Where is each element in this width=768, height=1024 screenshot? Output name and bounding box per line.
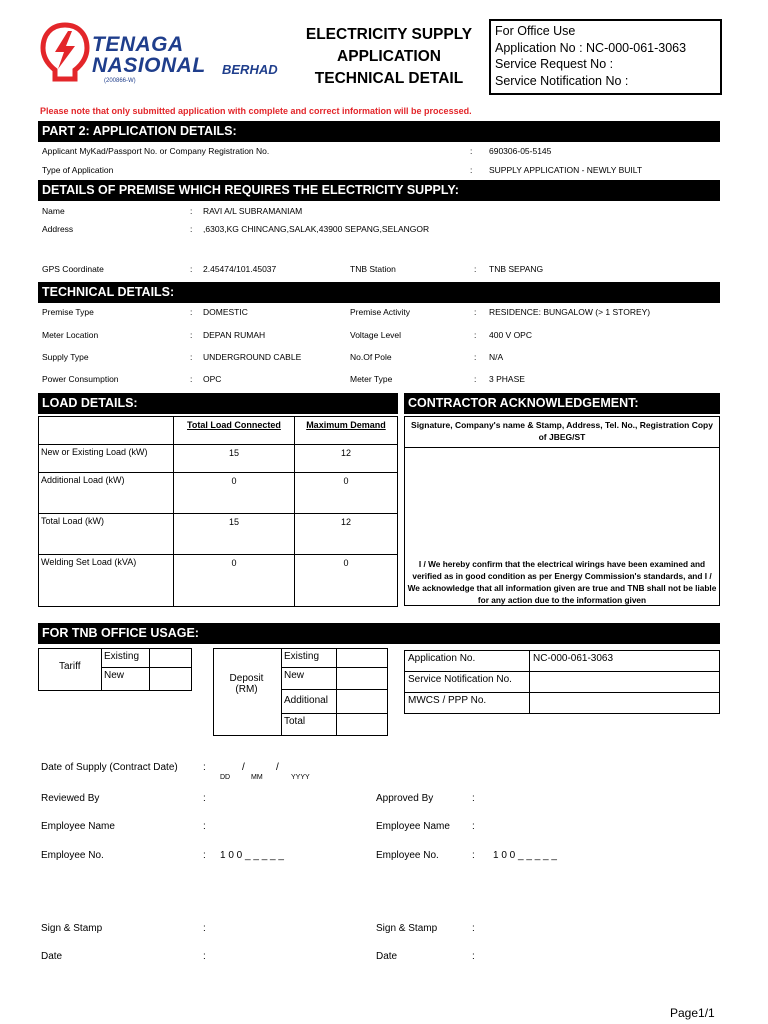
date-of-supply-label: Date of Supply (Contract Date) [41, 762, 178, 773]
load-row-label: Total Load (kW) [39, 514, 174, 555]
load-details-table [38, 416, 398, 607]
office-use-box [489, 19, 722, 95]
mwcs-label: MWCS / PPP No. [405, 693, 530, 714]
deposit-divider [336, 649, 337, 735]
meter-location-value: DEPAN RUMAH [203, 330, 266, 340]
tnb-station-label: TNB Station [350, 264, 396, 274]
notice-text: Please note that only submitted application with complete and correct information will be processed. [40, 106, 472, 116]
deposit-existing-label: Existing [284, 651, 320, 662]
title-line-2: APPLICATION [337, 48, 441, 65]
service-notification-label: Service Notification No. [405, 672, 530, 693]
no-of-pole-colon: : [474, 352, 477, 362]
employee-name-colon-right: : [472, 821, 475, 832]
load-row-demand: 0 [294, 555, 397, 607]
deposit-divider [281, 667, 387, 668]
deposit-additional-label: Additional [284, 695, 328, 706]
part2-heading: PART 2: APPLICATION DETAILS: [38, 121, 720, 142]
load-col-connected: Total Load Connected [174, 417, 295, 445]
premise-address-label: Address [42, 224, 74, 234]
title-line-1: ELECTRICITY SUPPLY [305, 26, 473, 43]
power-consumption-colon: : [190, 374, 193, 384]
date-mm-label: MM [251, 774, 263, 781]
employee-no-colon-right: : [472, 850, 475, 861]
load-row-connected: 15 [174, 445, 295, 473]
load-row-connected: 0 [174, 555, 295, 607]
office-service-request-no: Service Request No : [495, 57, 614, 71]
sign-stamp-colon-left: : [203, 923, 206, 934]
employee-no-value-left: 1 0 0 _ _ _ _ _ [220, 850, 284, 861]
application-type-label: Type of Application [42, 165, 114, 175]
tariff-box [38, 648, 192, 691]
logo-text-berhad: BERHAD [222, 62, 278, 77]
date-dd-label: DD [220, 774, 231, 781]
load-col-demand: Maximum Demand [294, 417, 397, 445]
tariff-divider [101, 667, 191, 668]
employee-no-label-right: Employee No. [376, 850, 439, 861]
tariff-divider [101, 649, 102, 690]
document-title [298, 24, 480, 90]
deposit-new-label: New [284, 670, 305, 681]
premise-heading: DETAILS OF PREMISE WHICH REQUIRES THE ELECTRICITY SUPPLY: [38, 180, 720, 201]
meter-type-value: 3 PHASE [489, 374, 525, 384]
meter-location-colon: : [190, 330, 193, 340]
contractor-instruction: Signature, Company's name & Stamp, Address, Tel. No., Registration Copy of JBEG/ST [405, 417, 719, 448]
tnb-logo-icon [40, 22, 90, 82]
voltage-level-colon: : [474, 330, 477, 340]
gps-value: 2.45474/101.45037 [203, 264, 277, 274]
tnb-office-heading: FOR TNB OFFICE USAGE: [38, 623, 720, 644]
power-consumption-label: Power Consumption [42, 374, 119, 384]
tnb-station-value: TNB SEPANG [489, 264, 544, 274]
premise-name-colon: : [190, 206, 193, 216]
technical-heading: TECHNICAL DETAILS: [38, 282, 720, 303]
tariff-label: Tariff [59, 661, 81, 672]
premise-activity-value: RESIDENCE: BUNGALOW (> 1 STOREY) [489, 307, 651, 317]
load-row-label: Additional Load (kW) [39, 473, 174, 514]
load-row-connected: 15 [174, 514, 295, 555]
power-consumption-value: OPC [203, 374, 222, 384]
load-header-empty [39, 417, 174, 445]
employee-name-label-right: Employee Name [376, 821, 450, 832]
no-of-pole-label: No.Of Pole [350, 352, 392, 362]
date-slash-2: / [276, 762, 279, 773]
date-of-supply-colon: : [203, 762, 206, 773]
load-row-label: New or Existing Load (kW) [39, 445, 174, 473]
company-logo [40, 22, 295, 94]
load-row-demand: 12 [294, 445, 397, 473]
table-row [39, 555, 398, 607]
tariff-existing-label: Existing [104, 651, 140, 662]
office-use-heading: For Office Use [495, 24, 576, 38]
gps-colon: : [190, 264, 193, 274]
premise-activity-colon: : [474, 307, 477, 317]
employee-name-label-left: Employee Name [41, 821, 115, 832]
application-type-colon: : [470, 165, 473, 175]
application-type-value: SUPPLY APPLICATION - NEWLY BUILT [489, 165, 643, 175]
voltage-level-value: 400 V OPC [489, 330, 532, 340]
contractor-signature-area[interactable] [405, 448, 719, 558]
employee-no-value-right: 1 0 0 _ _ _ _ _ [493, 850, 557, 861]
date-yyyy-label: YYYY [291, 774, 310, 781]
service-notification-value[interactable] [530, 672, 720, 693]
employee-no-colon-left: : [203, 850, 206, 861]
premise-address-colon: : [190, 224, 193, 234]
office-reference-table [404, 650, 720, 714]
date-colon-right: : [472, 951, 475, 962]
sign-stamp-label-right: Sign & Stamp [376, 923, 438, 934]
load-row-connected: 0 [174, 473, 295, 514]
gps-label: GPS Coordinate [42, 264, 104, 274]
mwcs-value[interactable] [530, 693, 720, 714]
table-row [39, 514, 398, 555]
app-no-label: Application No. [405, 651, 530, 672]
reviewed-by-label: Reviewed By [41, 793, 100, 804]
sign-stamp-colon-right: : [472, 923, 475, 934]
applicant-id-label: Applicant MyKad/Passport No. or Company Registration No. [42, 146, 270, 156]
premise-type-label: Premise Type [42, 307, 94, 317]
meter-location-label: Meter Location [42, 330, 99, 340]
premise-name-value: RAVI A/L SUBRAMANIAM [203, 206, 303, 216]
deposit-box [213, 648, 388, 736]
contractor-box [404, 416, 720, 606]
tariff-new-label: New [104, 670, 125, 681]
date-slash-1: / [242, 762, 245, 773]
load-row-demand: 0 [294, 473, 397, 514]
employee-name-colon-left: : [203, 821, 206, 832]
office-service-notification-no: Service Notification No : [495, 73, 629, 88]
date-label-right: Date [376, 951, 398, 962]
meter-type-label: Meter Type [350, 374, 393, 384]
approved-by-colon: : [472, 793, 475, 804]
employee-no-label-left: Employee No. [41, 850, 104, 861]
voltage-level-label: Voltage Level [350, 330, 402, 340]
app-no-value: NC-000-061-3063 [530, 651, 720, 672]
tariff-divider [149, 649, 150, 690]
logo-text-nasional: NASIONAL [92, 54, 206, 77]
reviewed-by-colon: : [203, 793, 206, 804]
tnb-station-colon: : [474, 264, 477, 274]
premise-address-value: ,6303,KG CHINCANG,SALAK,43900 SEPANG,SELANGOR [203, 224, 430, 234]
supply-type-value: UNDERGROUND CABLE [203, 352, 302, 362]
supply-type-colon: : [190, 352, 193, 362]
premise-type-colon: : [190, 307, 193, 317]
date-label-left: Date [41, 951, 63, 962]
deposit-divider [281, 689, 387, 690]
page-number: Page1/1 [670, 1006, 715, 1020]
sign-stamp-label-left: Sign & Stamp [41, 923, 103, 934]
office-application-no: Application No : NC-000-061-3063 [495, 40, 687, 55]
meter-type-colon: : [474, 374, 477, 384]
contractor-declaration: I / We hereby confirm that the electrical wirings have been examined and verified as in good condition as per Energy Commission's standards, and I / We acknowledge that all information given are true and TNB shall not be liable for any action due to the information given [407, 559, 717, 605]
deposit-total-label: Total [284, 716, 306, 727]
applicant-id-colon: : [470, 146, 473, 156]
supply-type-label: Supply Type [42, 352, 89, 362]
table-row [39, 445, 398, 473]
no-of-pole-value: N/A [489, 352, 504, 362]
logo-text-tenaga: TENAGA [92, 33, 184, 56]
premise-type-value: DOMESTIC [203, 307, 248, 317]
load-row-demand: 12 [294, 514, 397, 555]
logo-reg-number: (200866-W) [104, 78, 136, 84]
deposit-label: Deposit (RM) [229, 673, 264, 695]
load-row-label: Welding Set Load (kVA) [39, 555, 174, 607]
load-details-heading: LOAD DETAILS: [38, 393, 398, 414]
premise-activity-label: Premise Activity [350, 307, 410, 317]
date-colon-left: : [203, 951, 206, 962]
title-line-3: TECHNICAL DETAIL [314, 70, 464, 87]
deposit-divider [281, 649, 282, 735]
deposit-divider [281, 713, 387, 714]
contractor-heading: CONTRACTOR ACKNOWLEDGEMENT: [404, 393, 720, 414]
premise-name-label: Name [42, 206, 65, 216]
applicant-id-value: 690306-05-5145 [489, 146, 552, 156]
table-row [39, 473, 398, 514]
approved-by-label: Approved By [376, 793, 434, 804]
